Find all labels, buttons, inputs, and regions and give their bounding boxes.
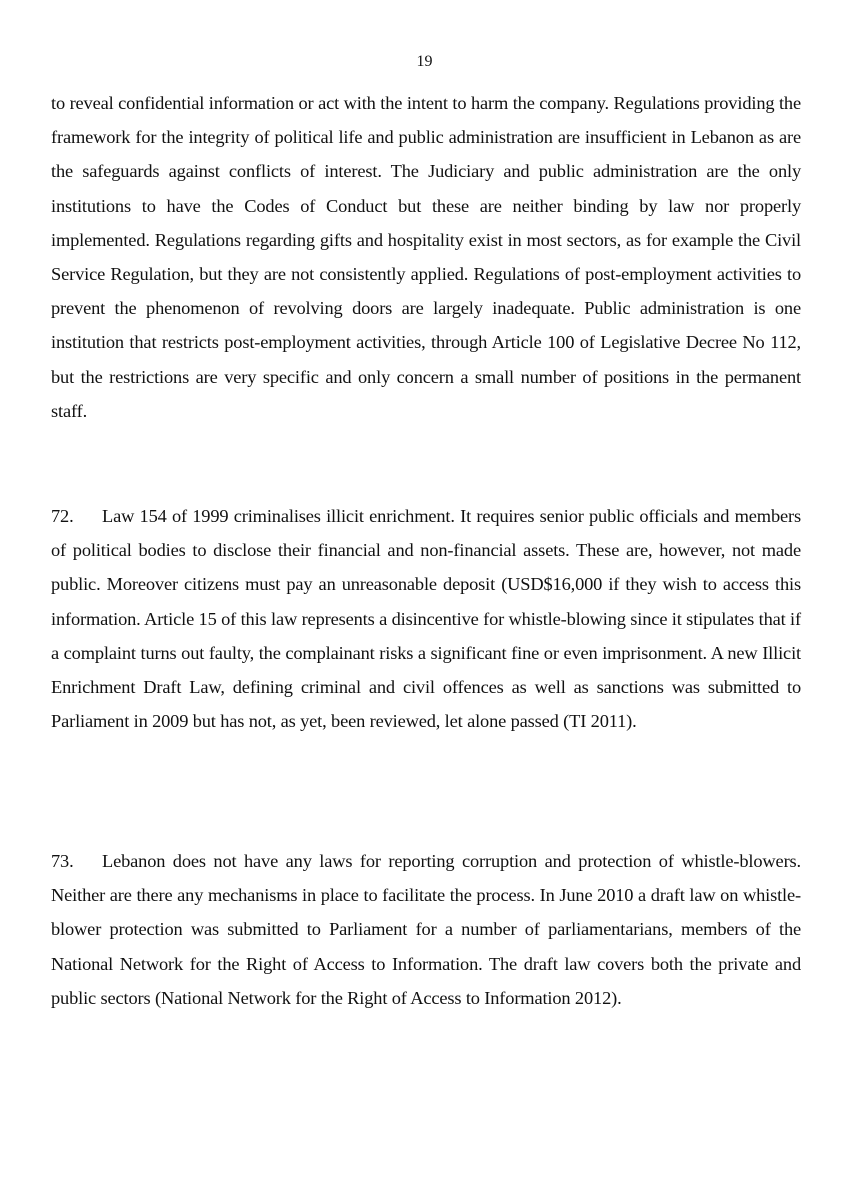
paragraph-text: Law 154 of 1999 criminalises illicit enrichment. It requires senior public officials and members of political bodies to disclose their financial and non-financial assets. These are, however, not made public. Moreover citizens must pay an unreasonable deposit (USD$16,000 if they wish to access this information. Article 15 of this law represents a disincentive for whistle-blowing since it stipulates that if a complaint turns out faulty, the complainant risks a significant fine or even imprisonment. A new Illicit Enrichment Draft Law, defining criminal and civil offences as well as sanctions was submitted to Parliament in 2009 but has not, as yet, been reviewed, let alone passed (TI 2011). [51, 506, 801, 732]
paragraph-text: to reveal confidential information or act with the intent to harm the company. Regulations providing the framework for the integrity of political life and public administration are insufficient in Lebanon as are the safeguards against conflicts of interest. The Judiciary and public administration are the only institutions to have the Codes of Conduct but these are neither binding by law nor properly implemented. Regulations regarding gifts and hospitality exist in most sectors, as for example the Civil Service Regulation, but they are not consistently applied. Regulations of post-employment activities to prevent the phenomenon of revolving doors are largely inadequate. Public administration is one institution that restricts post-employment activities, through Article 100 of Legislative Decree No 112, but the restrictions are very specific and only concern a small number of positions in the permanent staff. [51, 93, 801, 421]
paragraph-continued [51, 86, 801, 428]
paragraph-number: 72. [51, 506, 74, 526]
paragraph-72 [51, 499, 801, 738]
paragraph-text: Lebanon does not have any laws for reporting corruption and protection of whistle-blowers. Neither are there any mechanisms in place to facilitate the process. In June 2010 a draft law on whistle-blower protection was submitted to Parliament for a number of parliamentarians, members of the National Network for the Right of Access to Information. The draft law covers both the private and public sectors (National Network for the Right of Access to Information 2012). [51, 851, 801, 1008]
paragraph-number: 73. [51, 851, 74, 871]
page-number: 19 [416, 53, 433, 70]
paragraph-73 [51, 844, 801, 1015]
